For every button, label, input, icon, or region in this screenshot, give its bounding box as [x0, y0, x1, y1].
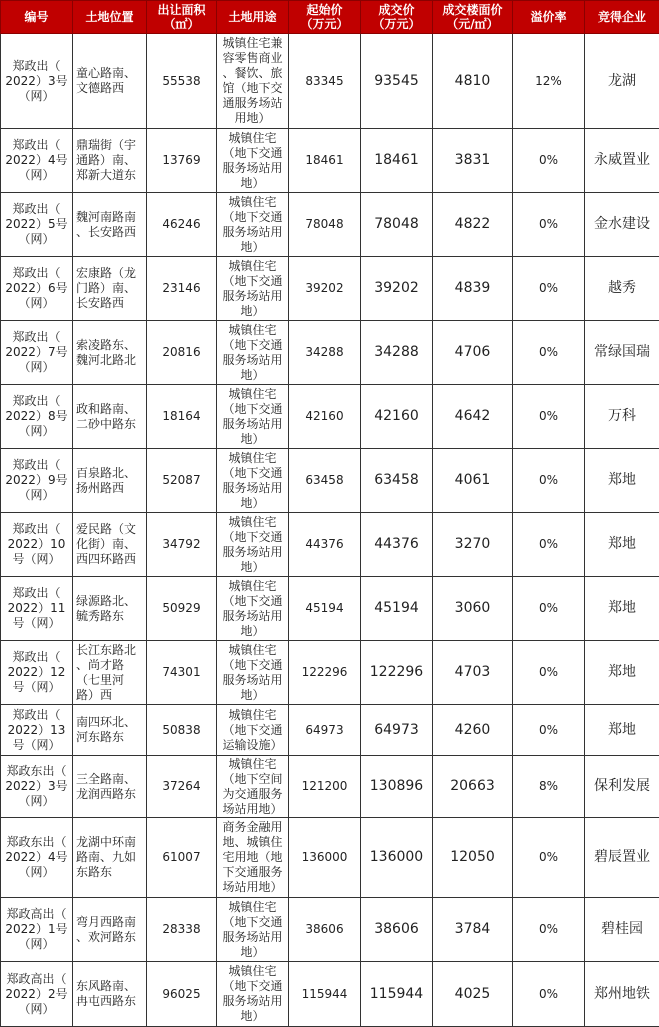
cell-floor-price: 3060 — [433, 577, 513, 641]
cell-id: 郑政高出（ 2022）2号 （网） — [1, 962, 73, 1027]
cell-id: 郑政出（ 2022）4号 （网） — [1, 129, 73, 193]
cell-id: 郑政出（ 2022）12 号（网） — [1, 641, 73, 705]
cell-start-price: 115944 — [289, 962, 361, 1027]
cell-floor-price: 4706 — [433, 321, 513, 385]
cell-use: 城镇住宅 （地下交通 服务场站用 地） — [217, 385, 289, 449]
cell-deal-price: 34288 — [361, 321, 433, 385]
cell-area: 46246 — [147, 193, 217, 257]
cell-winner: 保利发展 — [585, 756, 659, 818]
table-row — [1, 577, 659, 641]
cell-winner: 龙湖 — [585, 34, 659, 129]
cell-deal-price: 63458 — [361, 449, 433, 513]
cell-location: 龙湖中环南 路南、九如 东路东 — [73, 818, 147, 898]
cell-winner: 碧辰置业 — [585, 818, 659, 898]
cell-deal-price: 122296 — [361, 641, 433, 705]
table-row — [1, 449, 659, 513]
cell-area: 28338 — [147, 898, 217, 962]
cell-floor-price: 4703 — [433, 641, 513, 705]
cell-location: 三全路南、 龙润西路东 — [73, 756, 147, 818]
cell-premium: 8% — [513, 756, 585, 818]
table-row — [1, 756, 659, 818]
header-row — [1, 1, 659, 34]
cell-location: 魏河南路南 、长安路西 — [73, 193, 147, 257]
table-row — [1, 34, 659, 129]
table-row — [1, 962, 659, 1027]
cell-start-price: 63458 — [289, 449, 361, 513]
cell-premium: 0% — [513, 513, 585, 577]
table-row — [1, 898, 659, 962]
cell-floor-price: 3784 — [433, 898, 513, 962]
cell-deal-price: 115944 — [361, 962, 433, 1027]
header-winner: 竞得企业 — [585, 1, 659, 34]
cell-premium: 0% — [513, 818, 585, 898]
cell-use: 城镇住宅 （地下交通 服务场站用 地） — [217, 449, 289, 513]
cell-id: 郑政东出（ 2022）4号 （网） — [1, 818, 73, 898]
cell-area: 74301 — [147, 641, 217, 705]
cell-location: 爱民路（文 化街）南、 西四环路西 — [73, 513, 147, 577]
cell-location: 宏康路（龙 门路）南、 长安路西 — [73, 257, 147, 321]
cell-winner: 郑地 — [585, 577, 659, 641]
cell-premium: 0% — [513, 385, 585, 449]
cell-use: 城镇住宅 （地下交通 服务场站用 地） — [217, 962, 289, 1027]
cell-id: 郑政出（ 2022）7号 （网） — [1, 321, 73, 385]
cell-start-price: 83345 — [289, 34, 361, 129]
cell-start-price: 122296 — [289, 641, 361, 705]
header-area: 出让面积 （㎡） — [147, 1, 217, 34]
cell-premium: 0% — [513, 321, 585, 385]
cell-location: 索凌路东、 魏河北路北 — [73, 321, 147, 385]
cell-winner: 郑地 — [585, 449, 659, 513]
cell-deal-price: 93545 — [361, 34, 433, 129]
header-start-price: 起始价 （万元） — [289, 1, 361, 34]
cell-deal-price: 78048 — [361, 193, 433, 257]
cell-use: 城镇住宅 （地下交通 运输设施） — [217, 705, 289, 756]
cell-id: 郑政出（ 2022）3号 （网） — [1, 34, 73, 129]
cell-floor-price: 20663 — [433, 756, 513, 818]
cell-start-price: 45194 — [289, 577, 361, 641]
cell-winner: 越秀 — [585, 257, 659, 321]
cell-area: 18164 — [147, 385, 217, 449]
header-premium: 溢价率 — [513, 1, 585, 34]
cell-deal-price: 42160 — [361, 385, 433, 449]
header-id: 编号 — [1, 1, 73, 34]
cell-deal-price: 45194 — [361, 577, 433, 641]
cell-start-price: 121200 — [289, 756, 361, 818]
cell-use: 城镇住宅 （地下交通 服务场站用 地） — [217, 641, 289, 705]
table-row — [1, 321, 659, 385]
cell-id: 郑政出（ 2022）6号 （网） — [1, 257, 73, 321]
cell-deal-price: 39202 — [361, 257, 433, 321]
cell-id: 郑政出（ 2022）8号 （网） — [1, 385, 73, 449]
cell-use: 城镇住宅 （地下交通 服务场站用 地） — [217, 898, 289, 962]
cell-use: 城镇住宅 （地下交通 服务场站用 地） — [217, 257, 289, 321]
cell-use: 城镇住宅 （地下空间 为交通服务 场站用地） — [217, 756, 289, 818]
table-row — [1, 818, 659, 898]
cell-use: 城镇住宅 （地下交通 服务场站用 地） — [217, 193, 289, 257]
cell-use: 城镇住宅 （地下交通 服务场站用 地） — [217, 129, 289, 193]
cell-location: 鼎瑞街（宇 通路）南、 郑新大道东 — [73, 129, 147, 193]
cell-use: 城镇住宅 （地下交通 服务场站用 地） — [217, 321, 289, 385]
cell-start-price: 44376 — [289, 513, 361, 577]
cell-deal-price: 136000 — [361, 818, 433, 898]
cell-floor-price: 3270 — [433, 513, 513, 577]
cell-id: 郑政出（ 2022）11 号（网） — [1, 577, 73, 641]
cell-premium: 0% — [513, 962, 585, 1027]
table-row — [1, 641, 659, 705]
table-row — [1, 129, 659, 193]
cell-premium: 0% — [513, 257, 585, 321]
cell-id: 郑政东出（ 2022）3号 （网） — [1, 756, 73, 818]
cell-area: 96025 — [147, 962, 217, 1027]
cell-use: 城镇住宅 （地下交通 服务场站用 地） — [217, 513, 289, 577]
cell-area: 34792 — [147, 513, 217, 577]
cell-area: 50929 — [147, 577, 217, 641]
cell-start-price: 64973 — [289, 705, 361, 756]
cell-area: 55538 — [147, 34, 217, 129]
cell-area: 50838 — [147, 705, 217, 756]
cell-deal-price: 44376 — [361, 513, 433, 577]
cell-floor-price: 4642 — [433, 385, 513, 449]
cell-start-price: 42160 — [289, 385, 361, 449]
table-row — [1, 513, 659, 577]
cell-start-price: 34288 — [289, 321, 361, 385]
header-use: 土地用途 — [217, 1, 289, 34]
cell-winner: 郑州地铁 — [585, 962, 659, 1027]
cell-floor-price: 4810 — [433, 34, 513, 129]
cell-area: 13769 — [147, 129, 217, 193]
cell-floor-price: 12050 — [433, 818, 513, 898]
cell-premium: 0% — [513, 577, 585, 641]
cell-location: 弯月西路南 、欢河路东 — [73, 898, 147, 962]
cell-start-price: 18461 — [289, 129, 361, 193]
cell-location: 长江东路北 、尚才路 （七里河 路）西 — [73, 641, 147, 705]
cell-premium: 0% — [513, 129, 585, 193]
cell-deal-price: 130896 — [361, 756, 433, 818]
cell-winner: 郑地 — [585, 513, 659, 577]
cell-deal-price: 38606 — [361, 898, 433, 962]
cell-winner: 万科 — [585, 385, 659, 449]
cell-id: 郑政高出（ 2022）1号 （网） — [1, 898, 73, 962]
cell-premium: 0% — [513, 641, 585, 705]
cell-start-price: 38606 — [289, 898, 361, 962]
cell-location: 南四环北、 河东路东 — [73, 705, 147, 756]
cell-winner: 永威置业 — [585, 129, 659, 193]
cell-premium: 0% — [513, 898, 585, 962]
cell-winner: 郑地 — [585, 705, 659, 756]
cell-area: 61007 — [147, 818, 217, 898]
cell-id: 郑政出（ 2022）10 号（网） — [1, 513, 73, 577]
header-floor-price: 成交楼面价 （元/㎡） — [433, 1, 513, 34]
cell-deal-price: 18461 — [361, 129, 433, 193]
cell-start-price: 39202 — [289, 257, 361, 321]
cell-premium: 0% — [513, 449, 585, 513]
cell-id: 郑政出（ 2022）9号 （网） — [1, 449, 73, 513]
cell-area: 37264 — [147, 756, 217, 818]
cell-id: 郑政出（ 2022）13 号（网） — [1, 705, 73, 756]
cell-premium: 0% — [513, 193, 585, 257]
cell-area: 52087 — [147, 449, 217, 513]
header-deal-price: 成交价 （万元） — [361, 1, 433, 34]
cell-floor-price: 3831 — [433, 129, 513, 193]
cell-area: 23146 — [147, 257, 217, 321]
cell-start-price: 78048 — [289, 193, 361, 257]
cell-location: 政和路南、 二砂中路东 — [73, 385, 147, 449]
cell-location: 东风路南、 冉屯西路东 — [73, 962, 147, 1027]
cell-use: 商务金融用 地、城镇住 宅用地（地 下交通服务 场站用地） — [217, 818, 289, 898]
cell-location: 百泉路北、 扬州路西 — [73, 449, 147, 513]
cell-deal-price: 64973 — [361, 705, 433, 756]
cell-winner: 金水建设 — [585, 193, 659, 257]
cell-use: 城镇住宅 （地下交通 服务场站用 地） — [217, 577, 289, 641]
table-row — [1, 193, 659, 257]
cell-id: 郑政出（ 2022）5号 （网） — [1, 193, 73, 257]
cell-area: 20816 — [147, 321, 217, 385]
cell-start-price: 136000 — [289, 818, 361, 898]
cell-winner: 常绿国瑞 — [585, 321, 659, 385]
cell-floor-price: 4061 — [433, 449, 513, 513]
cell-floor-price: 4025 — [433, 962, 513, 1027]
cell-use: 城镇住宅兼 容零售商业 、餐饮、旅 馆（地下交 通服务场站 用地） — [217, 34, 289, 129]
header-location: 土地位置 — [73, 1, 147, 34]
cell-premium: 0% — [513, 705, 585, 756]
cell-location: 童心路南、 文德路西 — [73, 34, 147, 129]
cell-premium: 12% — [513, 34, 585, 129]
cell-floor-price: 4822 — [433, 193, 513, 257]
cell-winner: 碧桂园 — [585, 898, 659, 962]
cell-location: 绿源路北、 毓秀路东 — [73, 577, 147, 641]
cell-floor-price: 4260 — [433, 705, 513, 756]
table-row — [1, 705, 659, 756]
table-row — [1, 385, 659, 449]
cell-floor-price: 4839 — [433, 257, 513, 321]
cell-winner: 郑地 — [585, 641, 659, 705]
table-row — [1, 257, 659, 321]
